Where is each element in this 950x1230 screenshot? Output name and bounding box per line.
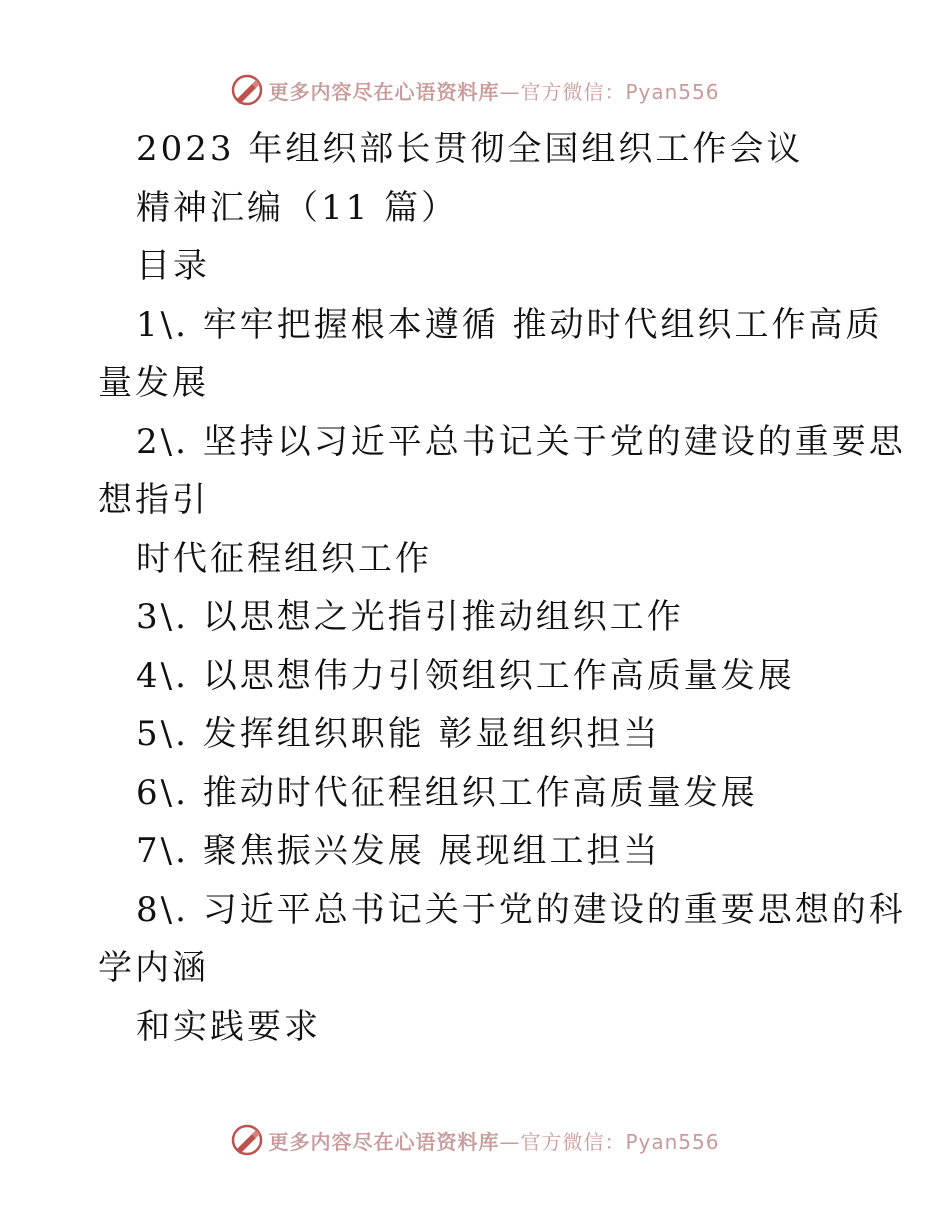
pen-logo-icon <box>230 73 264 107</box>
watermark-main-text: 更多内容尽在心语资料库 <box>268 1129 500 1154</box>
watermark-separator: — <box>499 79 521 104</box>
header-watermark <box>0 70 950 110</box>
toc-item-2: 2\. 坚持以习近平总书记关于党的建设的重要思 <box>136 421 906 462</box>
footer-watermark <box>0 1120 950 1160</box>
watermark-main-text: 更多内容尽在心语资料库 <box>268 79 500 104</box>
watermark-separator: — <box>499 1129 521 1154</box>
toc-heading: 目录 <box>136 246 210 286</box>
toc-item-8-cont-2: 和实践要求 <box>136 1006 321 1047</box>
toc-item-2-cont-2: 时代征程组织工作 <box>136 538 432 579</box>
toc-item-3: 3\. 以思想之光指引推动组织工作 <box>136 597 684 637</box>
doc-title-line-1: 2023 年组织部长贯彻全国组织工作会议 <box>136 129 804 169</box>
toc-item-7: 7\. 聚焦振兴发展 展现组工担当 <box>136 831 661 871</box>
toc-item-2-cont: 想指引 <box>98 480 209 520</box>
toc-item-5: 5\. 发挥组织职能 彰显组织担当 <box>136 714 661 754</box>
toc-item-4: 4\. 以思想伟力引领组织工作高质量发展 <box>136 655 795 696</box>
toc-item-1: 1\. 牢牢把握根本遵循 推动时代组织工作高质 <box>136 304 883 345</box>
document-body <box>98 120 906 1056</box>
pen-logo-icon <box>230 1123 264 1157</box>
toc-item-8: 8\. 习近平总书记关于党的建设的重要思想的科 <box>136 889 906 930</box>
doc-title-line-2: 精神汇编（11 篇） <box>136 187 459 228</box>
toc-item-1-cont: 量发展 <box>98 363 209 403</box>
toc-item-6: 6\. 推动时代征程组织工作高质量发展 <box>136 772 758 813</box>
watermark-contact-text: 官方微信：Pyan556 <box>520 79 720 104</box>
watermark-contact-text: 官方微信：Pyan556 <box>520 1129 720 1154</box>
toc-item-8-cont: 学内涵 <box>98 948 209 988</box>
